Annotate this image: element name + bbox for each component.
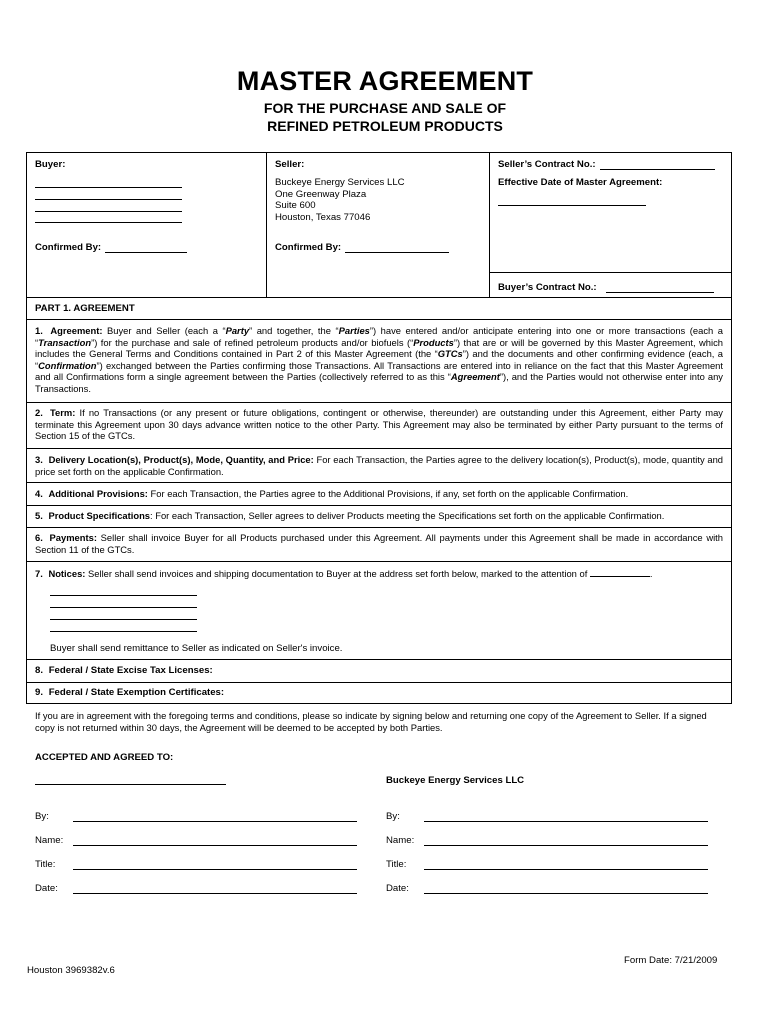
section-9-exemption-certificates [35, 687, 224, 699]
divider [26, 505, 732, 506]
text: Seller shall send invoices and shipping documentation to Buyer at the address set forth below, marked to the attention of [85, 568, 588, 579]
text: ”) and the documents and other confirming evidence (each, a “ [35, 348, 723, 371]
notice-address-field-2[interactable] [50, 607, 197, 608]
section-6-payments [35, 532, 723, 555]
seller-by-field[interactable] [424, 821, 708, 822]
section-1-agreement [35, 325, 723, 394]
section-title: Delivery Location(s), Product(s), Mode, Quantity, and Price: [48, 454, 314, 465]
section-number: 7. [35, 568, 43, 579]
divider [489, 152, 490, 297]
section-number: 1. [35, 325, 43, 336]
seller-by-label: By: [386, 811, 400, 822]
section-4-additional-provisions [35, 488, 723, 500]
seller-contract-field[interactable] [600, 169, 715, 170]
term: Confirmation [38, 359, 97, 371]
form-date: Form Date: 7/21/2009 [624, 955, 718, 966]
part1-heading: PART 1. AGREEMENT [35, 303, 135, 314]
section-title: Payments: [49, 532, 97, 543]
accepted-heading: ACCEPTED AND AGREED TO: [35, 752, 174, 763]
effective-date-field[interactable] [498, 205, 646, 206]
buyer-date-field[interactable] [73, 893, 357, 894]
seller-address-2: Suite 600 [275, 200, 316, 211]
buyer-label: Buyer: [35, 159, 66, 170]
text: ”) for the purchase and sale of refined petroleum products and/or biofuels (“ [91, 336, 414, 348]
buyer-address-field-2[interactable] [35, 211, 182, 212]
text: ”), and the Parties would not otherwise enter into any Transactions. [35, 371, 723, 394]
notice-address-field-3[interactable] [50, 619, 197, 620]
section-number: 9. [35, 687, 44, 698]
seller-contract-label: Seller’s Contract No.: [498, 159, 596, 170]
section-3-delivery [35, 454, 723, 477]
buyer-contract-field[interactable] [606, 292, 714, 293]
effective-date-label: Effective Date of Master Agreement: [498, 177, 663, 188]
buyer-by-label: By: [35, 811, 49, 822]
closing-paragraph: If you are in agreement with the foregoing terms and conditions, please so indicate by signing below and returning one copy of the Agreement to Seller. If a signed copy is not returned within 30 days, the Agreement will be deemed to be accepted by both Parties. [35, 710, 707, 733]
divider [266, 152, 267, 297]
text: ”) have entered and/or anticipate entering into one or more transactions (each a “ [35, 325, 723, 348]
section-title: Federal / State Exemption Certificates: [48, 687, 225, 698]
buyer-date-label: Date: [35, 883, 58, 894]
buyer-company-field[interactable] [35, 784, 226, 785]
section-title: Notices: [48, 568, 86, 579]
term: Parties [338, 325, 370, 336]
buyer-confirmed-label: Confirmed By: [35, 242, 102, 253]
divider [26, 527, 732, 528]
section-number: 2. [35, 407, 43, 418]
seller-address-3: Houston, Texas 77046 [275, 212, 371, 223]
text: ” and together, the “ [249, 325, 339, 336]
section-8-excise-tax [35, 665, 213, 677]
text: Buyer and Seller (each a “ [102, 325, 226, 336]
section-number: 6. [35, 532, 43, 543]
seller-label: Seller: [275, 159, 305, 170]
buyer-name-label: Name: [35, 835, 64, 846]
divider [26, 402, 732, 403]
section-number: 4. [35, 488, 43, 499]
seller-date-label: Date: [386, 883, 409, 894]
buyer-title-label: Title: [35, 859, 56, 870]
section-number: 3. [35, 454, 43, 465]
document-id: Houston 3969382v.6 [27, 965, 115, 976]
section-title: Agreement: [50, 325, 103, 336]
section-title: Product Specifications [48, 510, 151, 521]
term: Products [413, 336, 454, 348]
seller-company-name: Buckeye Energy Services LLC [386, 775, 525, 786]
term: Party [225, 325, 250, 336]
section-title: Additional Provisions: [48, 488, 148, 499]
divider [26, 682, 732, 683]
seller-address-1: One Greenway Plaza [275, 189, 367, 200]
section-5-product-specifications [35, 510, 723, 522]
seller-title-label: Title: [386, 859, 407, 870]
divider [26, 297, 732, 298]
text: ”) exchanged between the Parties confirming those Transactions. All Transactions are entered into in reliance on the fact that this Master Agreement and all Confirmations form a single agreement between the Parties (collectively referred to as this “ [35, 359, 723, 382]
seller-confirmed-label: Confirmed By: [275, 242, 342, 253]
text: For each Transaction, the Parties agree to the delivery location(s), Product(s), mode, quantity and price set forth on the applicable Confirmation. [35, 454, 724, 477]
seller-title-field[interactable] [424, 869, 708, 870]
buyer-contract-label: Buyer’s Contract No.: [498, 282, 597, 293]
buyer-address-field-3[interactable] [35, 222, 182, 223]
divider [26, 319, 732, 320]
divider [26, 561, 732, 562]
section-7-notices [35, 567, 723, 580]
remittance-note: Buyer shall send remittance to Seller as indicated on Seller's invoice. [50, 643, 343, 654]
divider [26, 448, 732, 449]
document-title: MASTER AGREEMENT [236, 66, 534, 96]
divider [26, 659, 732, 660]
text: ”) that are or will be governed by this Master Agreement, which includes the General Terms and Conditions contained in Part 2 of this Master Agreement (the “ [35, 336, 724, 359]
document-subtitle-2: REFINED PETROLEUM PRODUCTS [267, 118, 503, 134]
section-number: 8. [35, 665, 44, 676]
text: : For each Transaction, Seller agrees to deliver Products meeting the Specifications set forth on the applicable Confirmation. [150, 510, 665, 521]
seller-name: Buckeye Energy Services LLC [275, 177, 405, 188]
text: If no Transactions (or any present or future obligations, contingent or otherwise, thereunder) are outstanding under this Agreement, either Party may terminate this Agreement upon 30 days advance written notice to the other Party. This Agreement may also be terminated by either Party pursuant to the terms of Section 15 of the GTCs. [35, 407, 723, 441]
buyer-name-field[interactable] [35, 187, 182, 188]
buyer-signer-name-field[interactable] [73, 845, 357, 846]
term: GTCs [437, 348, 463, 359]
term: Agreement [450, 371, 500, 382]
seller-name-label: Name: [386, 835, 415, 846]
text: For each Transaction, the Parties agree to the Additional Provisions, if any, set forth on the applicable Confirmation. [147, 488, 629, 499]
buyer-address-field-1[interactable] [35, 199, 182, 200]
term: Transaction [38, 336, 92, 348]
document-subtitle-1: FOR THE PURCHASE AND SALE OF [263, 100, 507, 116]
section-number: 5. [35, 510, 43, 521]
text: Seller shall invoice Buyer for all Products purchased under this Agreement. All payments under this Agreement shall be made in accordance with Section 11 of the GTCs. [35, 532, 723, 555]
buyer-title-field[interactable] [73, 869, 357, 870]
notice-address-field-1[interactable] [50, 595, 197, 596]
divider [26, 482, 732, 483]
buyer-by-field[interactable] [73, 821, 357, 822]
section-title: Federal / State Excise Tax Licenses: [48, 665, 213, 676]
seller-confirmed-field[interactable] [345, 252, 449, 253]
buyer-confirmed-field[interactable] [105, 252, 187, 253]
seller-date-field[interactable] [424, 893, 708, 894]
section-title: Term: [49, 407, 76, 418]
divider [489, 272, 732, 273]
text: . [649, 568, 653, 579]
section-2-term [35, 407, 723, 442]
seller-signer-name-field[interactable] [424, 845, 708, 846]
notice-address-field-4[interactable] [50, 631, 197, 632]
attention-field[interactable] [590, 567, 650, 577]
